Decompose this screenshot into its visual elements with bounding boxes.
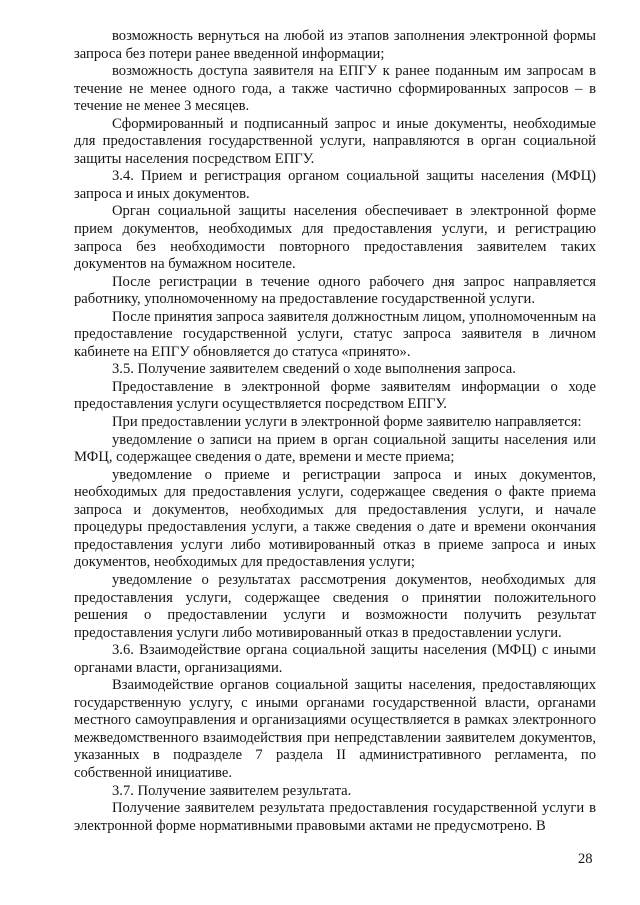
section-heading-3-4: 3.4. Прием и регистрация органом социальной защиты населения (МФЦ) запроса и иных документов. [74, 168, 596, 202]
paragraph-request-sent: Сформированный и подписанный запрос и иные документы, необходимые для предоставления государственной услуги, направляются в орган социальной защиты населения посредством ЕПГУ. [74, 115, 596, 167]
paragraph-notifications-intro: При предоставлении услуги в электронной форме заявителю направляется: [112, 414, 582, 431]
paragraph-return-to-step: возможность вернуться на любой из этапов заполнения электронной формы запроса без потери ранее введенной информации; [74, 28, 596, 62]
paragraph-access-previous-requests: возможность доступа заявителя на ЕПГУ к ранее поданным им запросам в течение не менее одного года, а также частично сформированных запросов – в течение не менее 3 месяцев. [74, 63, 596, 115]
paragraph-appointment-notice: уведомление о записи на прием в орган социальной защиты населения или МФЦ, содержащее сведения о дате, времени и месте приема; [74, 431, 596, 466]
paragraph-progress-info: Предоставление в электронной форме заявителям информации о ходе предоставления услуги осуществляется посредством ЕПГУ. [74, 378, 596, 413]
paragraph-result-notice: уведомление о результатах рассмотрения документов, необходимых для предоставления услуги, содержащее сведения о принятии положительного решения о предоставлении услуги и возможности получить результат предоставления услуги либо мотивированный отказ в предоставлении услуги. [74, 571, 596, 641]
paragraph-receipt-notice: уведомление о приеме и регистрации запроса и иных документов, необходимых для предоставления услуги, содержащее сведения о факте приема запроса и документов, необходимых для предоставления услуги, и начале процедуры предоставления услуги, а также сведения о дате и времени окончания предоставления услуги либо мотивированный отказ в приеме запроса и иных документов, необходимых для предоставления услуги; [74, 466, 596, 571]
paragraph-electronic-acceptance: Орган социальной защиты населения обеспечивает в электронной форме прием документов, необходимых для предоставления услуги, и регистрацию запроса без необходимости повторного предоставления заявителем таких документов на бумажном носителе. [74, 203, 596, 273]
paragraph-after-registration: После регистрации в течение одного рабочего дня запрос направляется работнику, уполномоченному на предоставление государственной услуги. [74, 273, 596, 308]
paragraph-interagency: Взаимодействие органов социальной защиты населения, предоставляющих государственную услугу, с иными органами государственной власти, органами местного самоуправления и организациями осуществляется в рамках электронного межведомственного взаимодействия при непредставлении заявителем документов, указанных в подразделе 7 раздела II административного регламента, по собственной инициативе. [74, 677, 596, 781]
section-heading-3-5: 3.5. Получение заявителем сведений о ходе выполнения запроса. [112, 361, 516, 378]
section-heading-3-7: 3.7. Получение заявителем результата. [112, 782, 352, 799]
page-number: 28 [578, 851, 593, 867]
paragraph-result-receipt: Получение заявителем результата предоставления государственной услуги в электронной форме нормативными правовыми актами не предусмотрено. В [74, 800, 596, 834]
paragraph-status-accepted: После принятия запроса заявителя должностным лицом, уполномоченным на предоставление государственной услуги, статус запроса заявителя в личном кабинете на ЕПГУ обновляется до статуса «принято». [74, 308, 596, 360]
section-heading-3-6: 3.6. Взаимодействие органа социальной защиты населения (МФЦ) с иными органами власти, организациями. [74, 642, 596, 676]
document-body [74, 28, 596, 835]
